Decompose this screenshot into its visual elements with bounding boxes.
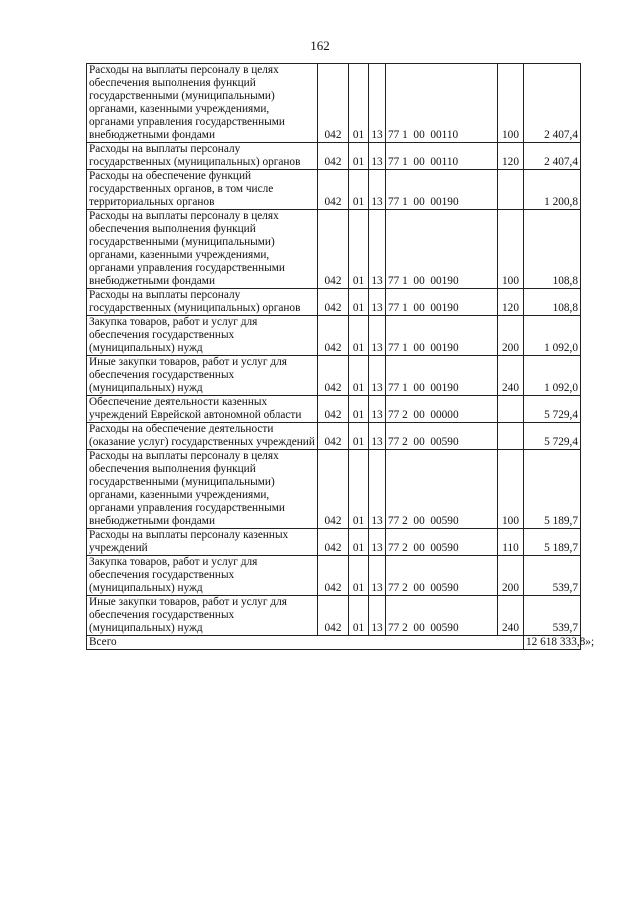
amount-cell: 539,7 <box>524 596 581 636</box>
subsection-cell: 13 <box>369 596 386 636</box>
expense-type-cell: 120 <box>498 289 524 316</box>
expense-name-cell: Иные закупки товаров, работ и услуг для обеспечения государственных (муниципальных) нужд <box>87 356 318 396</box>
grbs-cell: 042 <box>318 316 349 356</box>
subsection-cell: 13 <box>369 556 386 596</box>
expense-type-cell: 100 <box>498 210 524 289</box>
table-row <box>87 423 581 450</box>
target-article-cell: 77 1 00 00190 <box>386 316 498 356</box>
expense-name-cell: Обеспечение деятельности казенных учреждений Еврейской автономной области <box>87 396 318 423</box>
expense-type-cell: 120 <box>498 143 524 170</box>
grbs-cell: 042 <box>318 289 349 316</box>
grbs-cell: 042 <box>318 556 349 596</box>
expense-name-cell: Расходы на выплаты персоналу в целях обеспечения выполнения функций государственными (муниципальными) органами, казенными учреждениями, органами управления государственными внебюджетными фондами <box>87 64 318 143</box>
table-row <box>87 143 581 170</box>
section-cell: 01 <box>349 316 369 356</box>
expense-name-cell: Расходы на выплаты персоналу в целях обеспечения выполнения функций государственными (муниципальными) органами, казенными учреждениями, органами управления государственными внебюджетными фондами <box>87 450 318 529</box>
section-cell: 01 <box>349 64 369 143</box>
expense-type-cell: 240 <box>498 596 524 636</box>
target-article-cell: 77 1 00 00110 <box>386 64 498 143</box>
table-row <box>87 529 581 556</box>
amount-cell: 5 189,7 <box>524 450 581 529</box>
amount-cell: 108,8 <box>524 289 581 316</box>
grbs-cell: 042 <box>318 596 349 636</box>
subsection-cell: 13 <box>369 423 386 450</box>
grbs-cell: 042 <box>318 450 349 529</box>
subsection-cell: 13 <box>369 289 386 316</box>
amount-cell: 539,7 <box>524 556 581 596</box>
table-row <box>87 64 581 143</box>
expense-name-cell: Расходы на выплаты персоналу государственных (муниципальных) органов <box>87 289 318 316</box>
amount-cell: 1 200,8 <box>524 170 581 210</box>
expense-type-cell <box>498 423 524 450</box>
target-article-cell: 77 2 00 00590 <box>386 423 498 450</box>
target-article-cell: 77 2 00 00590 <box>386 596 498 636</box>
amount-cell: 2 407,4 <box>524 64 581 143</box>
table-row <box>87 289 581 316</box>
budget-table-body <box>87 64 595 650</box>
subsection-cell: 13 <box>369 396 386 423</box>
expense-name-cell: Расходы на выплаты персоналу казенных учреждений <box>87 529 318 556</box>
target-article-cell: 77 2 00 00590 <box>386 529 498 556</box>
target-article-cell: 77 1 00 00190 <box>386 356 498 396</box>
amount-cell: 108,8 <box>524 210 581 289</box>
grbs-cell: 042 <box>318 356 349 396</box>
section-cell: 01 <box>349 396 369 423</box>
amount-cell: 5 729,4 <box>524 423 581 450</box>
subsection-cell: 13 <box>369 450 386 529</box>
expense-type-cell: 100 <box>498 450 524 529</box>
section-cell: 01 <box>349 210 369 289</box>
section-cell: 01 <box>349 289 369 316</box>
table-row <box>87 596 581 636</box>
target-article-cell: 77 2 00 00000 <box>386 396 498 423</box>
expense-name-cell: Расходы на обеспечение функций государственных органов, в том числе территориальных органов <box>87 170 318 210</box>
target-article-cell: 77 1 00 00190 <box>386 210 498 289</box>
amount-cell: 1 092,0 <box>524 316 581 356</box>
expense-type-cell: 100 <box>498 64 524 143</box>
section-cell: 01 <box>349 143 369 170</box>
subsection-cell: 13 <box>369 143 386 170</box>
amount-cell: 1 092,0 <box>524 356 581 396</box>
total-amount-cell: 12 618 333,8»; <box>524 636 581 650</box>
expense-name-cell: Расходы на выплаты персоналу в целях обеспечения выполнения функций государственными (муниципальными) органами, казенными учреждениями, органами управления государственными внебюджетными фондами <box>87 210 318 289</box>
target-article-cell: 77 1 00 00110 <box>386 143 498 170</box>
budget-table <box>86 63 595 650</box>
grbs-cell: 042 <box>318 210 349 289</box>
subsection-cell: 13 <box>369 316 386 356</box>
grbs-cell: 042 <box>318 170 349 210</box>
table-row <box>87 316 581 356</box>
section-cell: 01 <box>349 423 369 450</box>
subsection-cell: 13 <box>369 210 386 289</box>
grbs-cell: 042 <box>318 396 349 423</box>
subsection-cell: 13 <box>369 170 386 210</box>
table-row <box>87 210 581 289</box>
page-number: 162 <box>310 38 330 53</box>
section-cell: 01 <box>349 529 369 556</box>
target-article-cell: 77 2 00 00590 <box>386 556 498 596</box>
section-cell: 01 <box>349 556 369 596</box>
table-row <box>87 556 581 596</box>
table-row <box>87 450 581 529</box>
expense-name-cell: Иные закупки товаров, работ и услуг для обеспечения государственных (муниципальных) нужд <box>87 596 318 636</box>
section-cell: 01 <box>349 356 369 396</box>
target-article-cell: 77 1 00 00190 <box>386 170 498 210</box>
expense-type-cell: 240 <box>498 356 524 396</box>
grbs-cell: 042 <box>318 143 349 170</box>
table-row <box>87 170 581 210</box>
expense-type-cell: 200 <box>498 556 524 596</box>
expense-name-cell: Закупка товаров, работ и услуг для обеспечения государственных (муниципальных) нужд <box>87 556 318 596</box>
amount-cell: 5 189,7 <box>524 529 581 556</box>
table-row <box>87 356 581 396</box>
section-cell: 01 <box>349 596 369 636</box>
total-label-cell: Всего <box>87 636 524 650</box>
subsection-cell: 13 <box>369 529 386 556</box>
grbs-cell: 042 <box>318 64 349 143</box>
subsection-cell: 13 <box>369 356 386 396</box>
grbs-cell: 042 <box>318 423 349 450</box>
section-cell: 01 <box>349 170 369 210</box>
expense-type-cell <box>498 170 524 210</box>
subsection-cell: 13 <box>369 64 386 143</box>
expense-type-cell: 110 <box>498 529 524 556</box>
target-article-cell: 77 2 00 00590 <box>386 450 498 529</box>
expense-name-cell: Расходы на обеспечение деятельности (оказание услуг) государственных учреждений <box>87 423 318 450</box>
expense-name-cell: Расходы на выплаты персоналу государственных (муниципальных) органов <box>87 143 318 170</box>
amount-cell: 5 729,4 <box>524 396 581 423</box>
grbs-cell: 042 <box>318 529 349 556</box>
expense-type-cell: 200 <box>498 316 524 356</box>
total-row <box>87 636 581 650</box>
expense-type-cell <box>498 396 524 423</box>
expense-name-cell: Закупка товаров, работ и услуг для обеспечения государственных (муниципальных) нужд <box>87 316 318 356</box>
table-row <box>87 396 581 423</box>
amount-cell: 2 407,4 <box>524 143 581 170</box>
target-article-cell: 77 1 00 00190 <box>386 289 498 316</box>
section-cell: 01 <box>349 450 369 529</box>
